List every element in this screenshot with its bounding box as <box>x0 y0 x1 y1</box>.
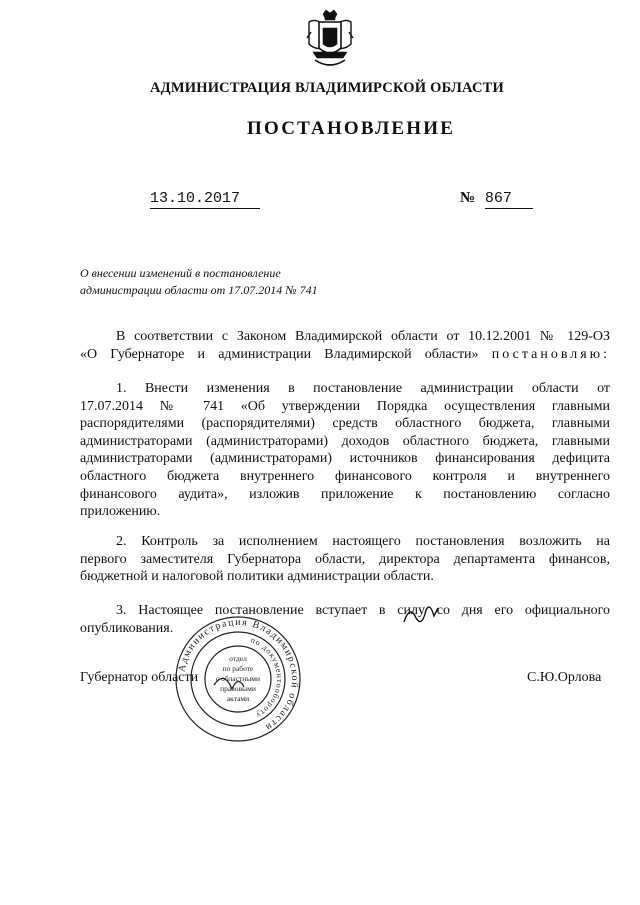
text-line: опубликования. <box>80 620 174 636</box>
subject-line: администрации области от 17.07.2014 № 741 <box>80 283 318 297</box>
signer-position: Губернатор области <box>80 670 199 685</box>
document-title: ПОСТАНОВЛЕНИЕ <box>247 118 456 139</box>
text-line <box>80 346 610 364</box>
stamp-center-line: актами <box>226 694 250 703</box>
text-line: первого заместителя Губернатора области, директора департамента финансов, <box>80 551 610 567</box>
text-line: 2. Контроль за исполнением настоящего постановления возложить на <box>116 534 610 549</box>
preamble-paragraph <box>80 328 610 363</box>
coat-of-arms-icon <box>305 8 355 72</box>
stamp-center-line: по работе <box>222 664 254 673</box>
text-line: 17.07.2014 № 741 «Об утверждении Порядка осуществления главными <box>80 398 610 414</box>
text-line: 1. Внести изменения в постановление администрации области от <box>116 381 610 396</box>
document-number <box>460 190 533 209</box>
text-line: распорядителями (распорядителями) средств областного бюджета, главными <box>80 416 610 432</box>
text-line: В соответствии с Законом Владимирской области от 10.12.2001 № 129-ОЗ <box>116 329 610 344</box>
document-date: 13.10.2017 <box>150 190 260 209</box>
official-stamp <box>174 615 302 743</box>
text-line: администраторами (администраторами) доходов областного бюджета, главными <box>80 433 610 449</box>
document-subject <box>80 265 380 299</box>
stamp-center-line: отдел <box>229 654 247 663</box>
item-2-paragraph <box>80 533 610 586</box>
stamp-outer-text: Администрация Владимирской области <box>176 616 301 734</box>
text-line: областного бюджета внутреннего финансового контроля и внутреннего <box>80 468 610 484</box>
stamp-center-line: правовыми <box>220 684 256 693</box>
preamble-text: «О Губернаторе и администрации Владимирской области» <box>80 346 479 362</box>
text-line: бюджетной и налоговой политики администрации области. <box>80 569 434 585</box>
subject-line: О внесении изменений в постановление <box>80 266 281 280</box>
handwritten-signature <box>400 598 440 630</box>
text-line: администраторами (администраторами) источников финансирования дефицита <box>80 451 610 467</box>
organization-name: АДМИНИСТРАЦИЯ ВЛАДИМИРСКОЙ ОБЛАСТИ <box>150 80 504 96</box>
text-line: финансового аудита», изложив приложение к постановлению согласно <box>80 486 610 502</box>
item-3-paragraph <box>80 602 610 637</box>
signer-name: С.Ю.Орлова <box>527 670 602 685</box>
stamp-center-line: с областными <box>215 674 261 683</box>
text-line: 3. Настоящее постановление вступает в силу со дня его официального <box>116 603 610 618</box>
decree-word: постановляю: <box>491 346 611 362</box>
text-line: приложению. <box>80 504 161 520</box>
stamp-ring-text: по документообороту <box>249 635 285 721</box>
item-1-paragraph <box>80 380 610 521</box>
number-value: 867 <box>485 190 533 209</box>
number-label: № <box>460 190 476 206</box>
